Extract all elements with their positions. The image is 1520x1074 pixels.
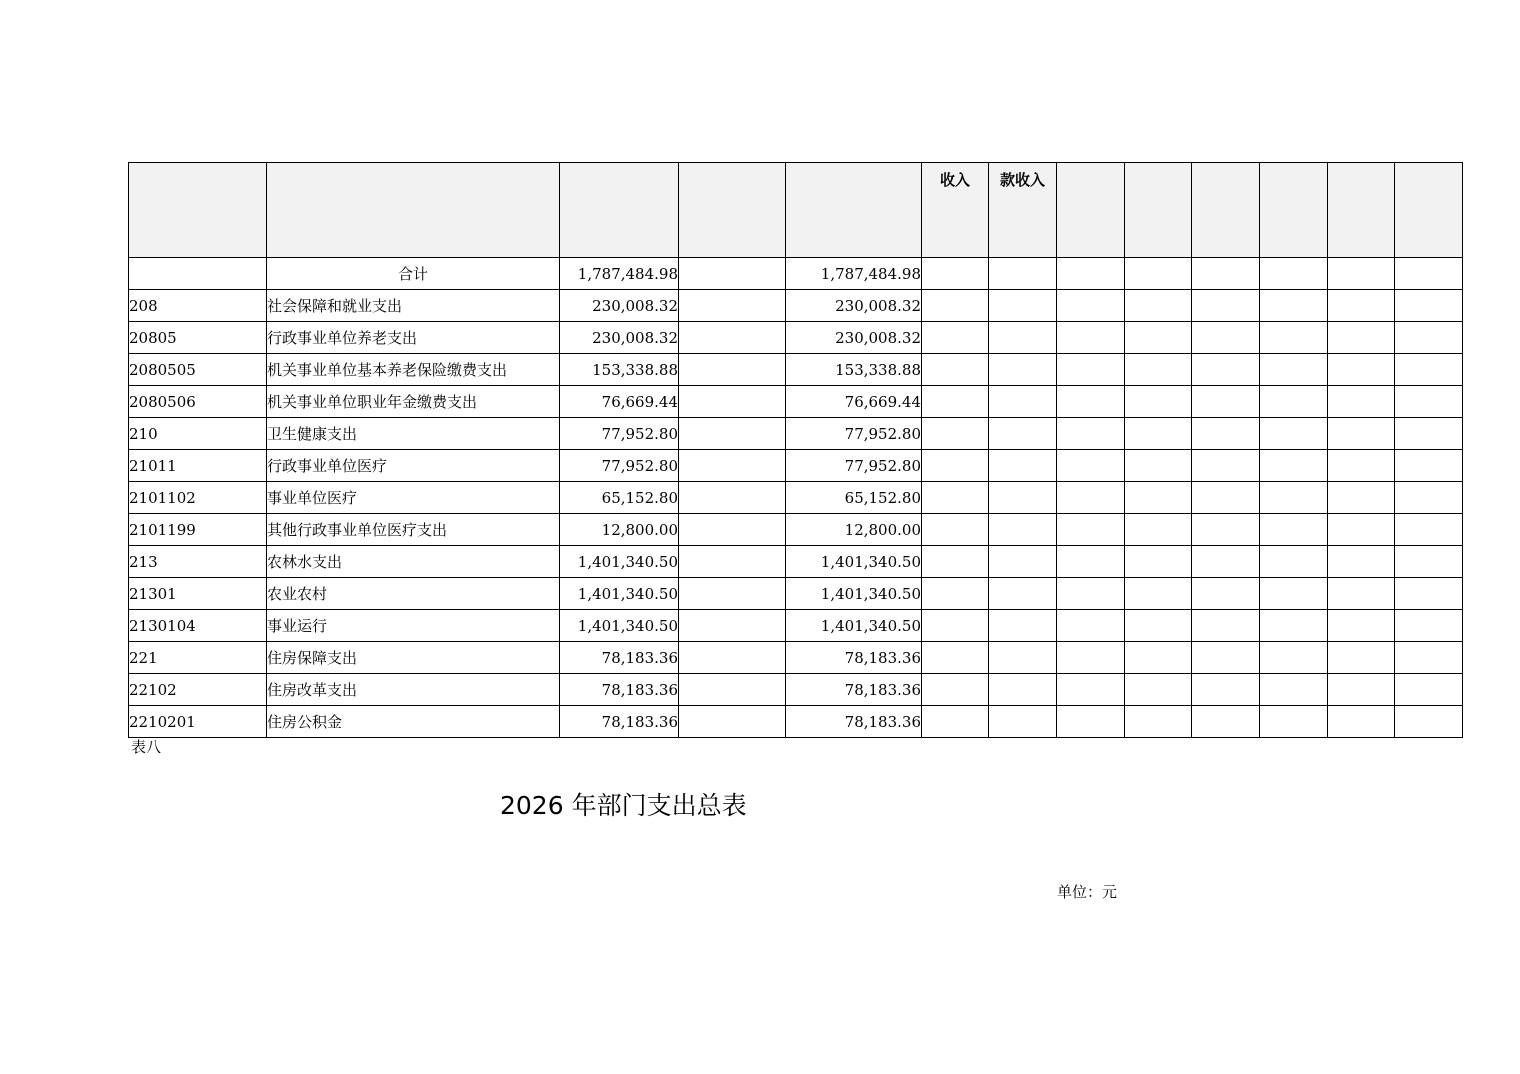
total-cell: 77,952.80	[560, 418, 679, 450]
empty-cell	[989, 322, 1057, 354]
empty-cell	[922, 578, 989, 610]
code-cell: 21301	[129, 578, 267, 610]
header-cell: 款收入	[989, 163, 1057, 258]
name-cell: 住房改革支出	[267, 674, 560, 706]
empty-cell	[1125, 674, 1192, 706]
empty-cell	[1125, 418, 1192, 450]
empty-cell	[1125, 578, 1192, 610]
code-cell: 213	[129, 546, 267, 578]
code-cell: 2210201	[129, 706, 267, 738]
total-cell: 77,952.80	[560, 450, 679, 482]
amount-cell	[679, 354, 786, 386]
empty-cell	[989, 482, 1057, 514]
header-cell	[679, 163, 786, 258]
amount-cell	[679, 642, 786, 674]
empty-cell	[1395, 546, 1463, 578]
table-row	[129, 642, 1463, 674]
table-row	[129, 354, 1463, 386]
amount-cell: 1,787,484.98	[786, 258, 922, 290]
empty-cell	[989, 706, 1057, 738]
total-cell: 1,401,340.50	[560, 610, 679, 642]
name-cell: 机关事业单位基本养老保险缴费支出	[267, 354, 560, 386]
empty-cell	[922, 418, 989, 450]
empty-cell	[989, 674, 1057, 706]
amount-cell: 77,952.80	[786, 450, 922, 482]
empty-cell	[1192, 354, 1260, 386]
header-cell	[267, 163, 560, 258]
empty-cell	[1125, 322, 1192, 354]
header-cell	[1125, 163, 1192, 258]
empty-cell	[1260, 418, 1328, 450]
empty-cell	[989, 290, 1057, 322]
amount-cell	[679, 386, 786, 418]
empty-cell	[1192, 674, 1260, 706]
empty-cell	[989, 610, 1057, 642]
code-cell: 2080506	[129, 386, 267, 418]
amount-cell: 1,401,340.50	[786, 610, 922, 642]
empty-cell	[922, 642, 989, 674]
empty-cell	[1260, 290, 1328, 322]
amount-cell: 65,152.80	[786, 482, 922, 514]
total-cell: 12,800.00	[560, 514, 679, 546]
empty-cell	[1395, 642, 1463, 674]
empty-cell	[1395, 674, 1463, 706]
amount-cell	[679, 610, 786, 642]
amount-cell: 153,338.88	[786, 354, 922, 386]
empty-cell	[922, 258, 989, 290]
empty-cell	[1260, 610, 1328, 642]
name-cell: 卫生健康支出	[267, 418, 560, 450]
empty-cell	[1260, 482, 1328, 514]
amount-cell: 12,800.00	[786, 514, 922, 546]
empty-cell	[1125, 450, 1192, 482]
amount-cell	[679, 546, 786, 578]
empty-cell	[1395, 450, 1463, 482]
amount-cell	[679, 514, 786, 546]
page-title: 2026 年部门支出总表	[500, 791, 747, 820]
empty-cell	[1328, 418, 1395, 450]
empty-cell	[1057, 482, 1125, 514]
empty-cell	[922, 546, 989, 578]
empty-cell	[1057, 514, 1125, 546]
table-row	[129, 482, 1463, 514]
empty-cell	[1057, 386, 1125, 418]
name-cell: 行政事业单位医疗	[267, 450, 560, 482]
table-row	[129, 322, 1463, 354]
name-cell: 住房保障支出	[267, 642, 560, 674]
empty-cell	[1192, 450, 1260, 482]
empty-cell	[1395, 354, 1463, 386]
table-number-label: 表八	[131, 738, 162, 756]
empty-cell	[1260, 450, 1328, 482]
table-row	[129, 290, 1463, 322]
empty-cell	[1328, 386, 1395, 418]
empty-cell	[1192, 322, 1260, 354]
empty-cell	[1192, 386, 1260, 418]
header-cell	[1057, 163, 1125, 258]
table-header-row	[129, 163, 1463, 258]
empty-cell	[1395, 258, 1463, 290]
total-cell: 1,401,340.50	[560, 578, 679, 610]
empty-cell	[1260, 514, 1328, 546]
amount-cell	[679, 674, 786, 706]
empty-cell	[1260, 578, 1328, 610]
name-cell: 事业运行	[267, 610, 560, 642]
amount-cell: 230,008.32	[786, 290, 922, 322]
header-cell	[560, 163, 679, 258]
empty-cell	[1395, 610, 1463, 642]
name-cell: 社会保障和就业支出	[267, 290, 560, 322]
amount-cell: 78,183.36	[786, 674, 922, 706]
empty-cell	[1057, 258, 1125, 290]
table-row	[129, 418, 1463, 450]
header-cell	[129, 163, 267, 258]
empty-cell	[1395, 514, 1463, 546]
code-cell: 221	[129, 642, 267, 674]
empty-cell	[1395, 706, 1463, 738]
empty-cell	[989, 418, 1057, 450]
table-row	[129, 610, 1463, 642]
empty-cell	[1057, 322, 1125, 354]
amount-cell: 76,669.44	[786, 386, 922, 418]
unit-label: 单位：元	[1057, 883, 1118, 901]
empty-cell	[1125, 258, 1192, 290]
expenditure-table	[128, 162, 1463, 738]
header-cell	[1192, 163, 1260, 258]
code-cell: 2130104	[129, 610, 267, 642]
amount-cell	[679, 418, 786, 450]
empty-cell	[1192, 610, 1260, 642]
code-cell: 210	[129, 418, 267, 450]
table-row	[129, 578, 1463, 610]
empty-cell	[922, 706, 989, 738]
code-cell: 2080505	[129, 354, 267, 386]
name-cell: 其他行政事业单位医疗支出	[267, 514, 560, 546]
amount-cell: 1,401,340.50	[786, 578, 922, 610]
empty-cell	[989, 450, 1057, 482]
amount-cell: 77,952.80	[786, 418, 922, 450]
empty-cell	[1125, 290, 1192, 322]
empty-cell	[922, 610, 989, 642]
amount-cell: 78,183.36	[786, 706, 922, 738]
empty-cell	[1260, 706, 1328, 738]
code-cell: 22102	[129, 674, 267, 706]
empty-cell	[1057, 354, 1125, 386]
empty-cell	[1125, 514, 1192, 546]
amount-cell	[679, 322, 786, 354]
empty-cell	[1192, 514, 1260, 546]
total-cell: 230,008.32	[560, 290, 679, 322]
empty-cell	[1192, 706, 1260, 738]
empty-cell	[1125, 386, 1192, 418]
total-cell: 65,152.80	[560, 482, 679, 514]
empty-cell	[1395, 482, 1463, 514]
table-row	[129, 258, 1463, 290]
empty-cell	[922, 482, 989, 514]
table-row	[129, 706, 1463, 738]
empty-cell	[1328, 514, 1395, 546]
amount-cell	[679, 290, 786, 322]
code-cell: 21011	[129, 450, 267, 482]
header-cell	[1328, 163, 1395, 258]
header-cell	[1260, 163, 1328, 258]
total-cell: 1,787,484.98	[560, 258, 679, 290]
empty-cell	[922, 386, 989, 418]
total-cell: 78,183.36	[560, 706, 679, 738]
empty-cell	[1260, 386, 1328, 418]
empty-cell	[989, 258, 1057, 290]
code-cell: 20805	[129, 322, 267, 354]
empty-cell	[1260, 674, 1328, 706]
table-row	[129, 674, 1463, 706]
table-row	[129, 450, 1463, 482]
empty-cell	[1125, 546, 1192, 578]
empty-cell	[1125, 642, 1192, 674]
empty-cell	[922, 514, 989, 546]
empty-cell	[1328, 610, 1395, 642]
empty-cell	[922, 450, 989, 482]
empty-cell	[1125, 706, 1192, 738]
empty-cell	[1328, 642, 1395, 674]
name-cell: 合计	[267, 258, 560, 290]
amount-cell	[679, 578, 786, 610]
empty-cell	[1395, 578, 1463, 610]
amount-cell: 230,008.32	[786, 322, 922, 354]
empty-cell	[989, 386, 1057, 418]
empty-cell	[922, 290, 989, 322]
name-cell: 行政事业单位养老支出	[267, 322, 560, 354]
empty-cell	[1260, 354, 1328, 386]
empty-cell	[1328, 674, 1395, 706]
table-row	[129, 386, 1463, 418]
name-cell: 事业单位医疗	[267, 482, 560, 514]
code-cell	[129, 258, 267, 290]
amount-cell	[679, 258, 786, 290]
empty-cell	[989, 642, 1057, 674]
name-cell: 住房公积金	[267, 706, 560, 738]
empty-cell	[1057, 290, 1125, 322]
code-cell: 2101102	[129, 482, 267, 514]
name-cell: 农业农村	[267, 578, 560, 610]
amount-cell	[679, 706, 786, 738]
amount-cell	[679, 482, 786, 514]
empty-cell	[1192, 642, 1260, 674]
table-row	[129, 514, 1463, 546]
name-cell: 农林水支出	[267, 546, 560, 578]
empty-cell	[1192, 418, 1260, 450]
empty-cell	[1192, 482, 1260, 514]
empty-cell	[1057, 674, 1125, 706]
empty-cell	[1057, 450, 1125, 482]
empty-cell	[989, 546, 1057, 578]
empty-cell	[1260, 322, 1328, 354]
empty-cell	[989, 514, 1057, 546]
name-cell: 机关事业单位职业年金缴费支出	[267, 386, 560, 418]
empty-cell	[1125, 482, 1192, 514]
header-cell	[786, 163, 922, 258]
empty-cell	[1192, 546, 1260, 578]
empty-cell	[1328, 546, 1395, 578]
total-cell: 76,669.44	[560, 386, 679, 418]
empty-cell	[1328, 258, 1395, 290]
empty-cell	[922, 354, 989, 386]
total-cell: 78,183.36	[560, 674, 679, 706]
total-cell: 1,401,340.50	[560, 546, 679, 578]
total-cell: 153,338.88	[560, 354, 679, 386]
empty-cell	[989, 578, 1057, 610]
empty-cell	[1192, 578, 1260, 610]
empty-cell	[1057, 706, 1125, 738]
empty-cell	[1395, 386, 1463, 418]
empty-cell	[989, 354, 1057, 386]
empty-cell	[1260, 546, 1328, 578]
table-row	[129, 546, 1463, 578]
empty-cell	[1125, 610, 1192, 642]
empty-cell	[1395, 290, 1463, 322]
amount-cell: 1,401,340.50	[786, 546, 922, 578]
empty-cell	[1328, 578, 1395, 610]
empty-cell	[1328, 482, 1395, 514]
empty-cell	[1328, 290, 1395, 322]
amount-cell	[679, 450, 786, 482]
code-cell: 208	[129, 290, 267, 322]
header-cell	[1395, 163, 1463, 258]
empty-cell	[1057, 610, 1125, 642]
code-cell: 2101199	[129, 514, 267, 546]
empty-cell	[922, 322, 989, 354]
empty-cell	[922, 674, 989, 706]
empty-cell	[1328, 450, 1395, 482]
empty-cell	[1057, 578, 1125, 610]
empty-cell	[1328, 706, 1395, 738]
header-cell: 收入	[922, 163, 989, 258]
empty-cell	[1328, 354, 1395, 386]
empty-cell	[1395, 322, 1463, 354]
empty-cell	[1260, 258, 1328, 290]
empty-cell	[1192, 290, 1260, 322]
total-cell: 230,008.32	[560, 322, 679, 354]
empty-cell	[1125, 354, 1192, 386]
empty-cell	[1057, 642, 1125, 674]
empty-cell	[1395, 418, 1463, 450]
amount-cell: 78,183.36	[786, 642, 922, 674]
empty-cell	[1057, 418, 1125, 450]
empty-cell	[1057, 546, 1125, 578]
empty-cell	[1328, 322, 1395, 354]
total-cell: 78,183.36	[560, 642, 679, 674]
empty-cell	[1192, 258, 1260, 290]
empty-cell	[1260, 642, 1328, 674]
